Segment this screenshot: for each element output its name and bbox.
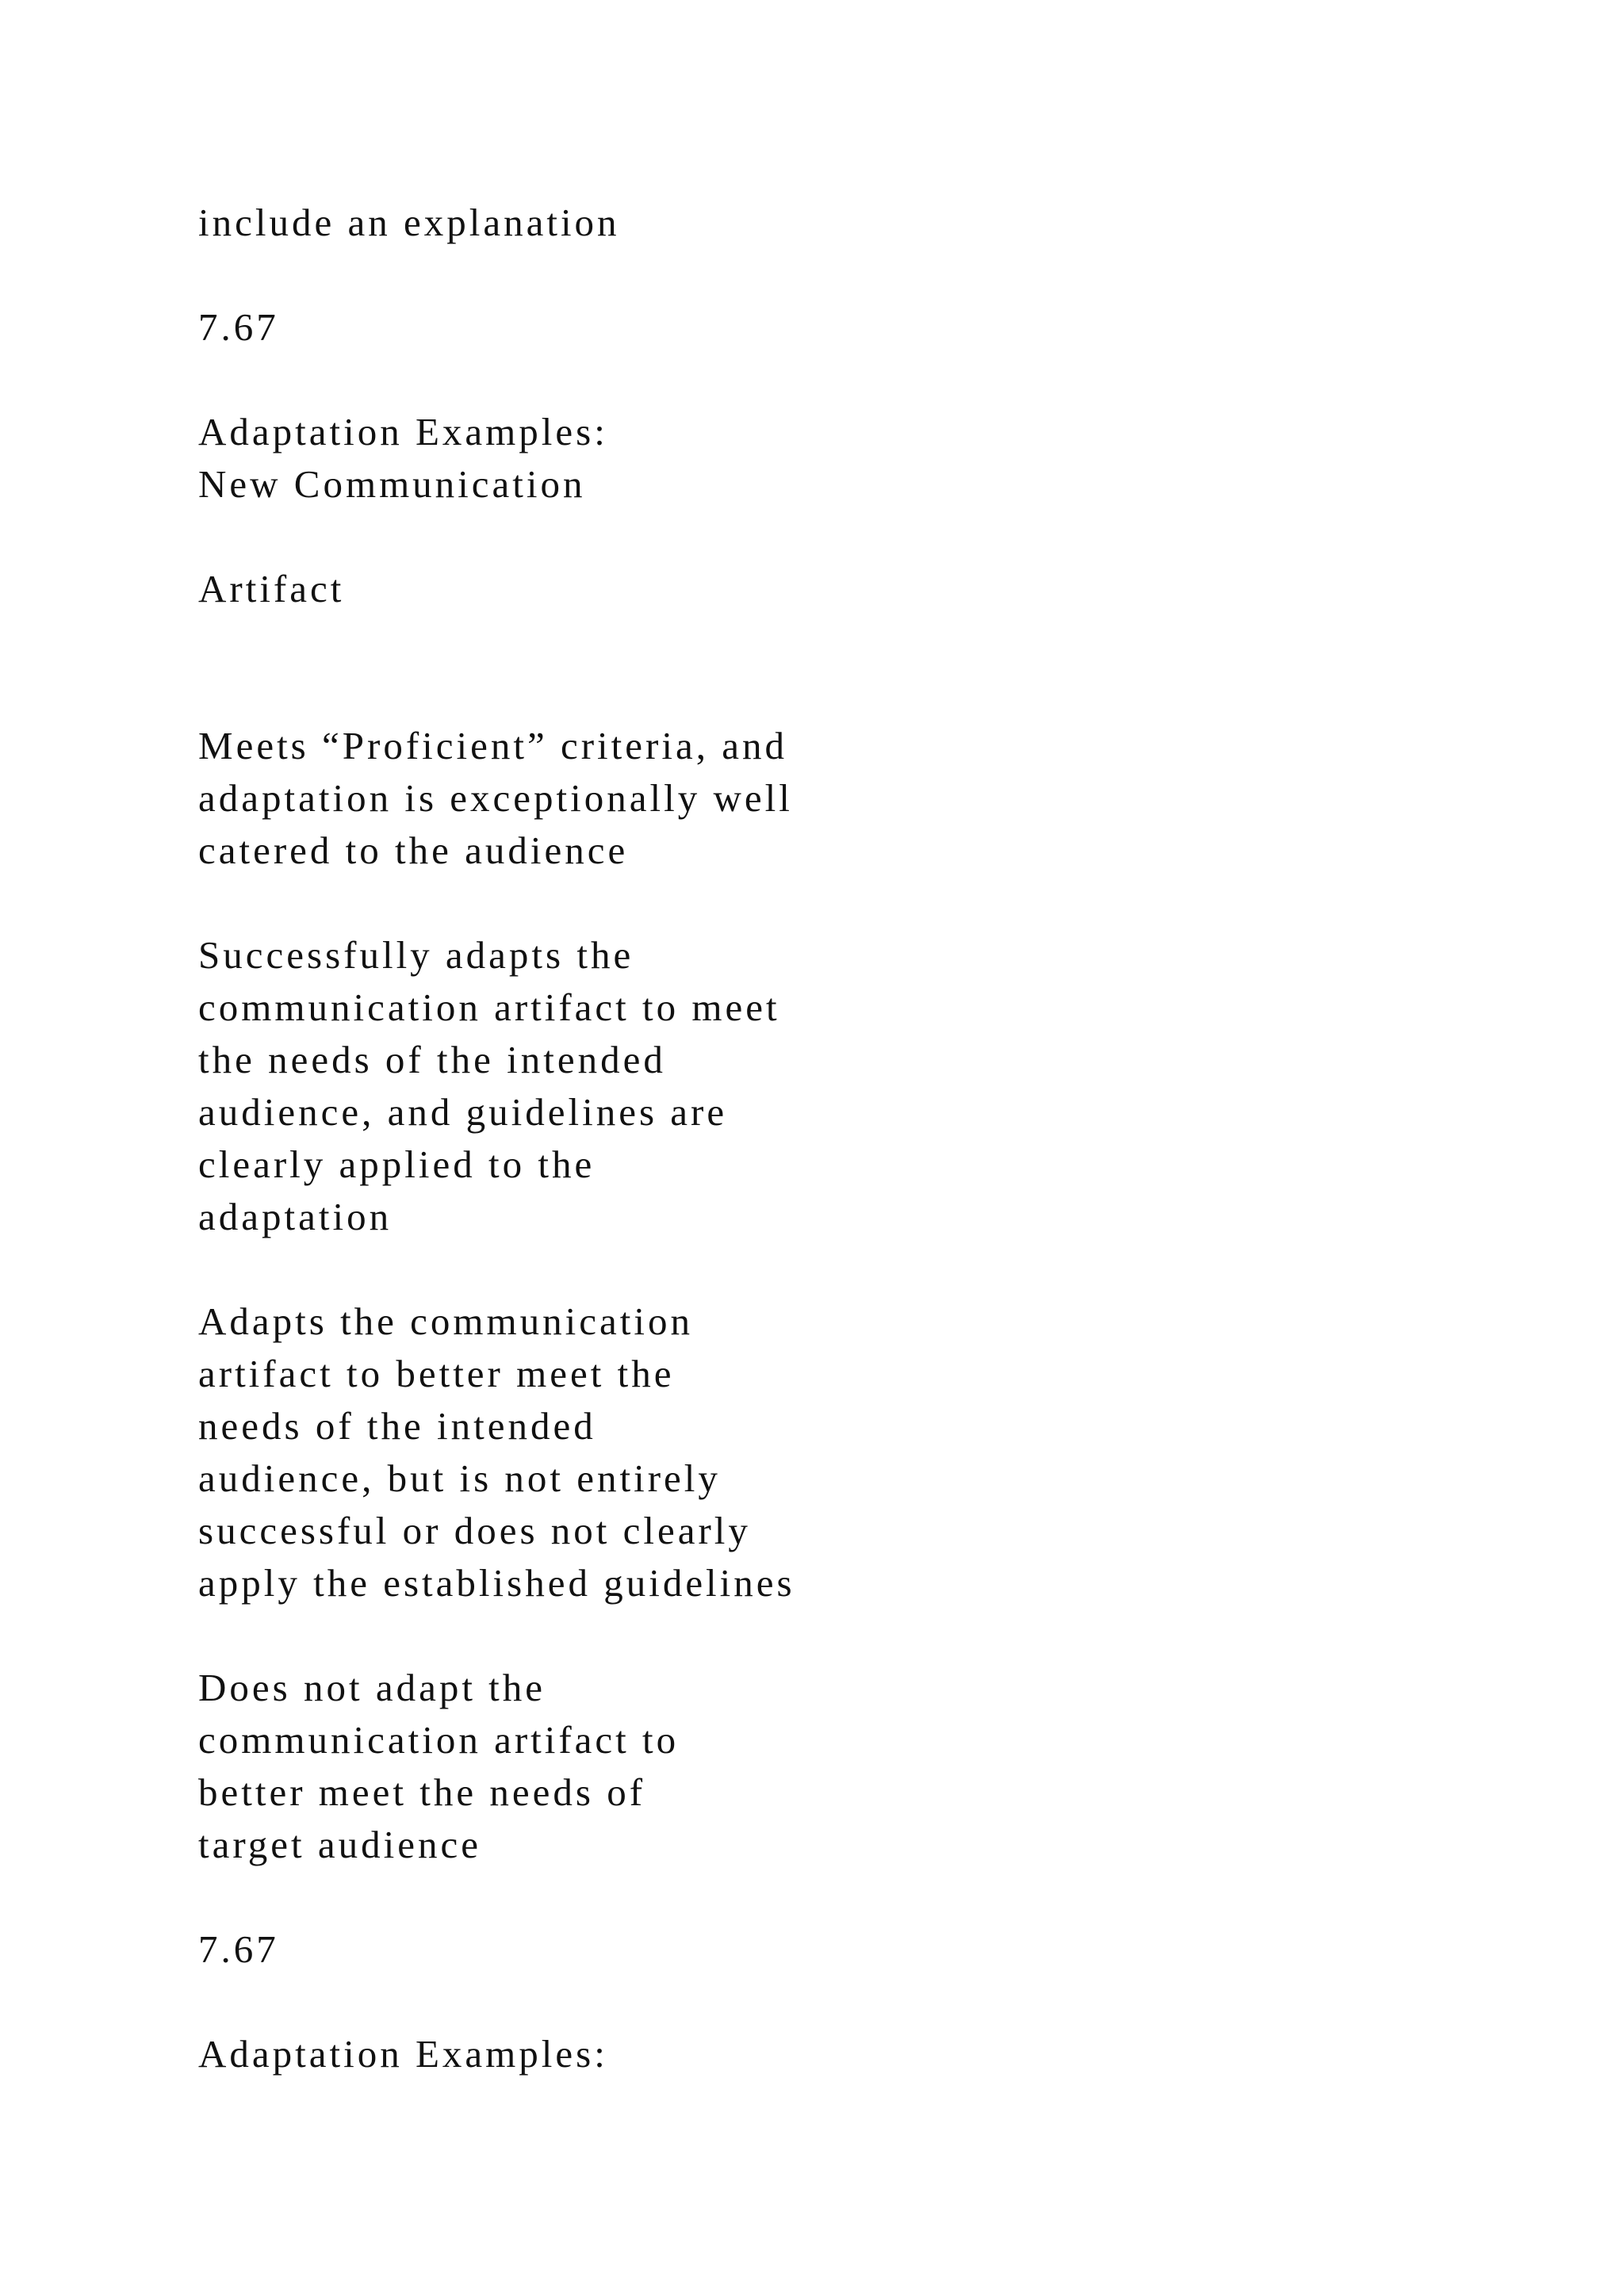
exemplary-description: Meets “Proficient” criteria, and adaptation is exceptionally well catered to the audience (198, 724, 793, 872)
criterion-heading: Adaptation Examples: New Communication (198, 410, 608, 506)
criterion-value: 7.67 (198, 305, 279, 349)
needs-improvement-description: Adapts the communication artifact to better meet the needs of the intended audience, but is not entirely successful or does not clearly apply the established guidelines (198, 1299, 795, 1605)
criterion-subheading: Artifact (198, 567, 345, 610)
not-evident-description: Does not adapt the communication artifact to better meet the needs of target audience (198, 1666, 680, 1866)
next-criterion-heading: Adaptation Examples: (198, 2032, 608, 2076)
proficient-description: Successfully adapts the communication artifact to meet the needs of the intended audience, and guidelines are clearly applied to the adaptation (198, 933, 780, 1238)
criterion-value: 7.67 (198, 1927, 279, 1971)
criterion-explanation-line: include an explanation (198, 201, 620, 244)
